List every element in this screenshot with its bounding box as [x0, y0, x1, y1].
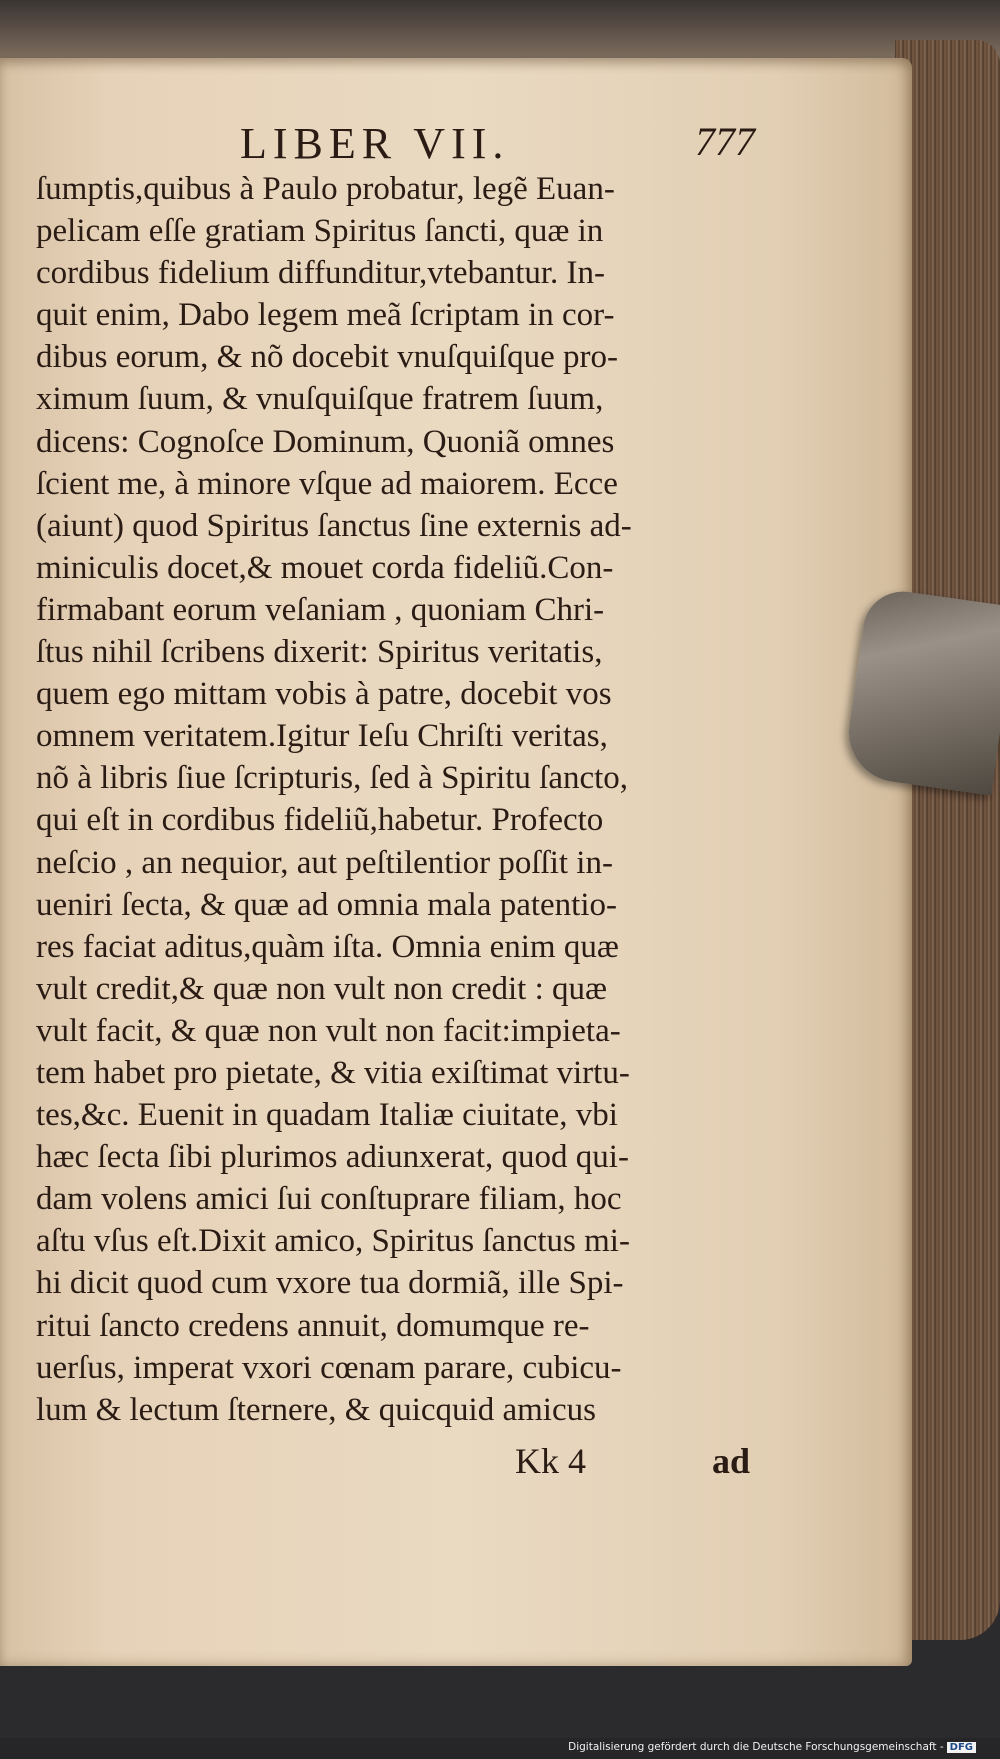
- text-line: miniculis docet,& mouet corda fideliũ.Con-: [36, 549, 614, 586]
- credit-text: Digitalisierung gefördert durch die Deutsche Forschungsgemeinschaft -: [568, 1741, 944, 1753]
- text-line: hi dicit quod cum vxore tua dormiã, ille Spi-: [36, 1265, 624, 1302]
- book-page: [0, 58, 912, 1666]
- text-line: firmabant eorum veſaniam , quoniam Chri-: [36, 591, 605, 628]
- page-footer: [0, 1440, 900, 1490]
- body-text: [36, 168, 776, 1431]
- text-line: dibus eorum, & nõ docebit vnuſquiſque pro-: [36, 339, 618, 376]
- running-head: LIBER VII.: [240, 119, 510, 168]
- dfg-logo: DFG: [947, 1742, 976, 1753]
- digitization-credit: [568, 1741, 976, 1753]
- text-line: lum & lectum ſternere, & quicquid amicus: [36, 1391, 596, 1428]
- text-line: pelicam eſſe gratiam Spiritus ſancti, quæ in: [36, 213, 604, 250]
- text-line: res faciat aditus,quàm iſta. Omnia enim quæ: [36, 928, 619, 965]
- text-line: quem ego mittam vobis à patre, docebit vos: [36, 676, 612, 713]
- text-line: aſtu vſus eſt.Dixit amico, Spiritus ſanctus mi-: [36, 1223, 630, 1260]
- text-line: ſumptis,quibus à Paulo probatur, legẽ Euan-: [36, 171, 615, 207]
- text-line: ſcient me, à minore vſque ad maiorem. Ecce: [36, 465, 618, 502]
- page-number: 777: [695, 119, 755, 164]
- text-line: (aiunt) quod Spiritus ſanctus ſine externis ad-: [36, 507, 632, 544]
- text-line: tem habet pro pietate, & vitia exiſtimat virtu-: [36, 1054, 630, 1091]
- text-line: vult credit,& quæ non vult non credit : quæ: [36, 970, 608, 1007]
- text-line: ſtus nihil ſcribens dixerit: Spiritus veritatis,: [36, 634, 603, 671]
- text-line: qui eſt in cordibus fideliũ,habetur. Profecto: [36, 802, 604, 839]
- text-line: quit enim, Dabo legem meã ſcriptam in cor-: [36, 297, 615, 334]
- text-line: ueniri ſecta, & quæ ad omnia mala patentio-: [36, 886, 617, 923]
- credit-bar: [0, 1738, 1000, 1759]
- book-clip: [843, 586, 1000, 795]
- text-line: ritui ſancto credens annuit, domumque re-: [36, 1307, 590, 1344]
- text-line: ximum ſuum, & vnuſquiſque fratrem ſuum,: [36, 381, 604, 418]
- text-line: dam volens amici ſui conſtuprare filiam, hoc: [36, 1181, 622, 1218]
- text-line: vult facit, & quæ non vult non facit:impieta-: [36, 1012, 621, 1049]
- signature-mark: Kk 4: [515, 1441, 586, 1481]
- page-header: [0, 118, 900, 168]
- text-line: neſcio , an nequior, aut peſtilentior poſſit in-: [36, 844, 613, 881]
- text-line: nõ à libris ſiue ſcripturis, ſed à Spiritu ſancto,: [36, 760, 629, 797]
- text-line: dicens: Cognoſce Dominum, Quoniã omnes: [36, 423, 615, 460]
- text-line: omnem veritatem.Igitur Ieſu Chriſti veritas,: [36, 718, 608, 755]
- text-line: hæc ſecta ſibi plurimos adiunxerat, quod qui-: [36, 1139, 629, 1176]
- text-line: tes,&c. Euenit in quadam Italiæ ciuitate, vbi: [36, 1097, 618, 1134]
- text-line: cordibus fidelium diffunditur,vtebantur. In-: [36, 255, 606, 292]
- catchword: ad: [712, 1441, 751, 1481]
- text-line: uerſus, imperat vxori cœnam parare, cubicu-: [36, 1349, 622, 1386]
